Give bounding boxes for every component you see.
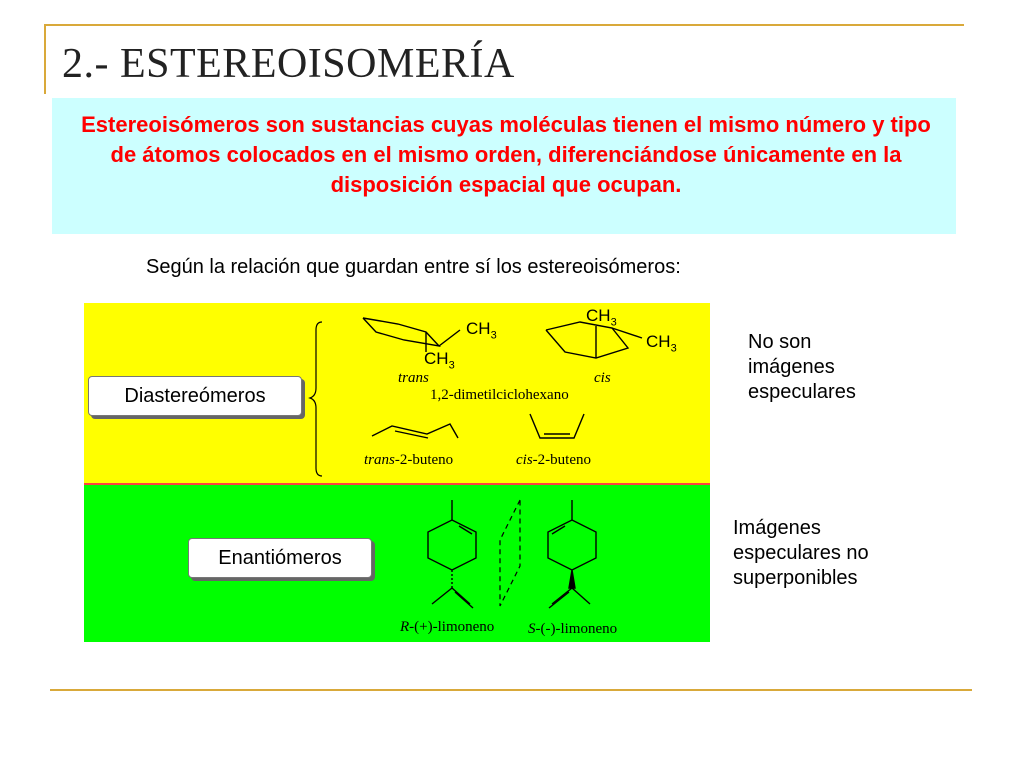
trans-cyclohexane-structure: [363, 318, 460, 352]
diastereomers-note: [748, 330, 856, 405]
cis-butene-name: cis-2-buteno: [516, 452, 591, 468]
cis-ch3-right: $CH_3$: [646, 332, 677, 355]
enantiomers-note-line: especulares no: [733, 542, 869, 564]
cis-butene-structure: [530, 414, 584, 438]
enantiomers-note: [733, 516, 869, 591]
trans-label: trans: [398, 370, 429, 386]
diastereomers-note-line: imágenes: [748, 356, 835, 378]
slide-title: 2.- ESTEREOISOMERÍA: [62, 41, 515, 87]
mirror-plane: [500, 500, 520, 606]
definition-text: Estereoisómeros son sustancias cuyas moléculas tienen el mismo número y tipo de átomos colocados en el mismo orden, diferenciándose únicamente en la disposición espacial que ocupan.: [81, 112, 931, 197]
brace-icon: [310, 322, 322, 476]
diastereomers-note-line: No son: [748, 331, 812, 353]
s-limonene-structure: [548, 500, 596, 608]
trans-butene-structure: [372, 424, 458, 438]
cis-label: cis: [594, 370, 611, 386]
cyclohexane-name: 1,2-dimetilciclohexano: [430, 387, 569, 403]
trans-ch3-upper: $CH_3$: [466, 319, 497, 342]
trans-ch3-lower: $CH_3$: [424, 349, 455, 372]
enantiomers-note-line: superponibles: [733, 567, 858, 589]
diastereomers-note-line: especulares: [748, 381, 856, 403]
r-limonene-name: R-(+)-limoneno: [400, 619, 495, 635]
bottom-rule: [50, 689, 972, 691]
enantiomers-label: Enantiómeros: [188, 538, 372, 578]
trans-butene-name: trans-2-buteno: [364, 452, 454, 468]
intro-text: Según la relación que guardan entre sí los estereoisómeros:: [146, 256, 681, 278]
diastereomers-label: Diastereómeros: [88, 376, 302, 416]
cis-ch3-upper: $CH_3$: [586, 306, 617, 329]
r-limonene-structure: [428, 500, 476, 608]
s-limonene-name: S-(-)-limoneno: [528, 621, 618, 637]
enantiomers-note-line: Imágenes: [733, 517, 821, 539]
